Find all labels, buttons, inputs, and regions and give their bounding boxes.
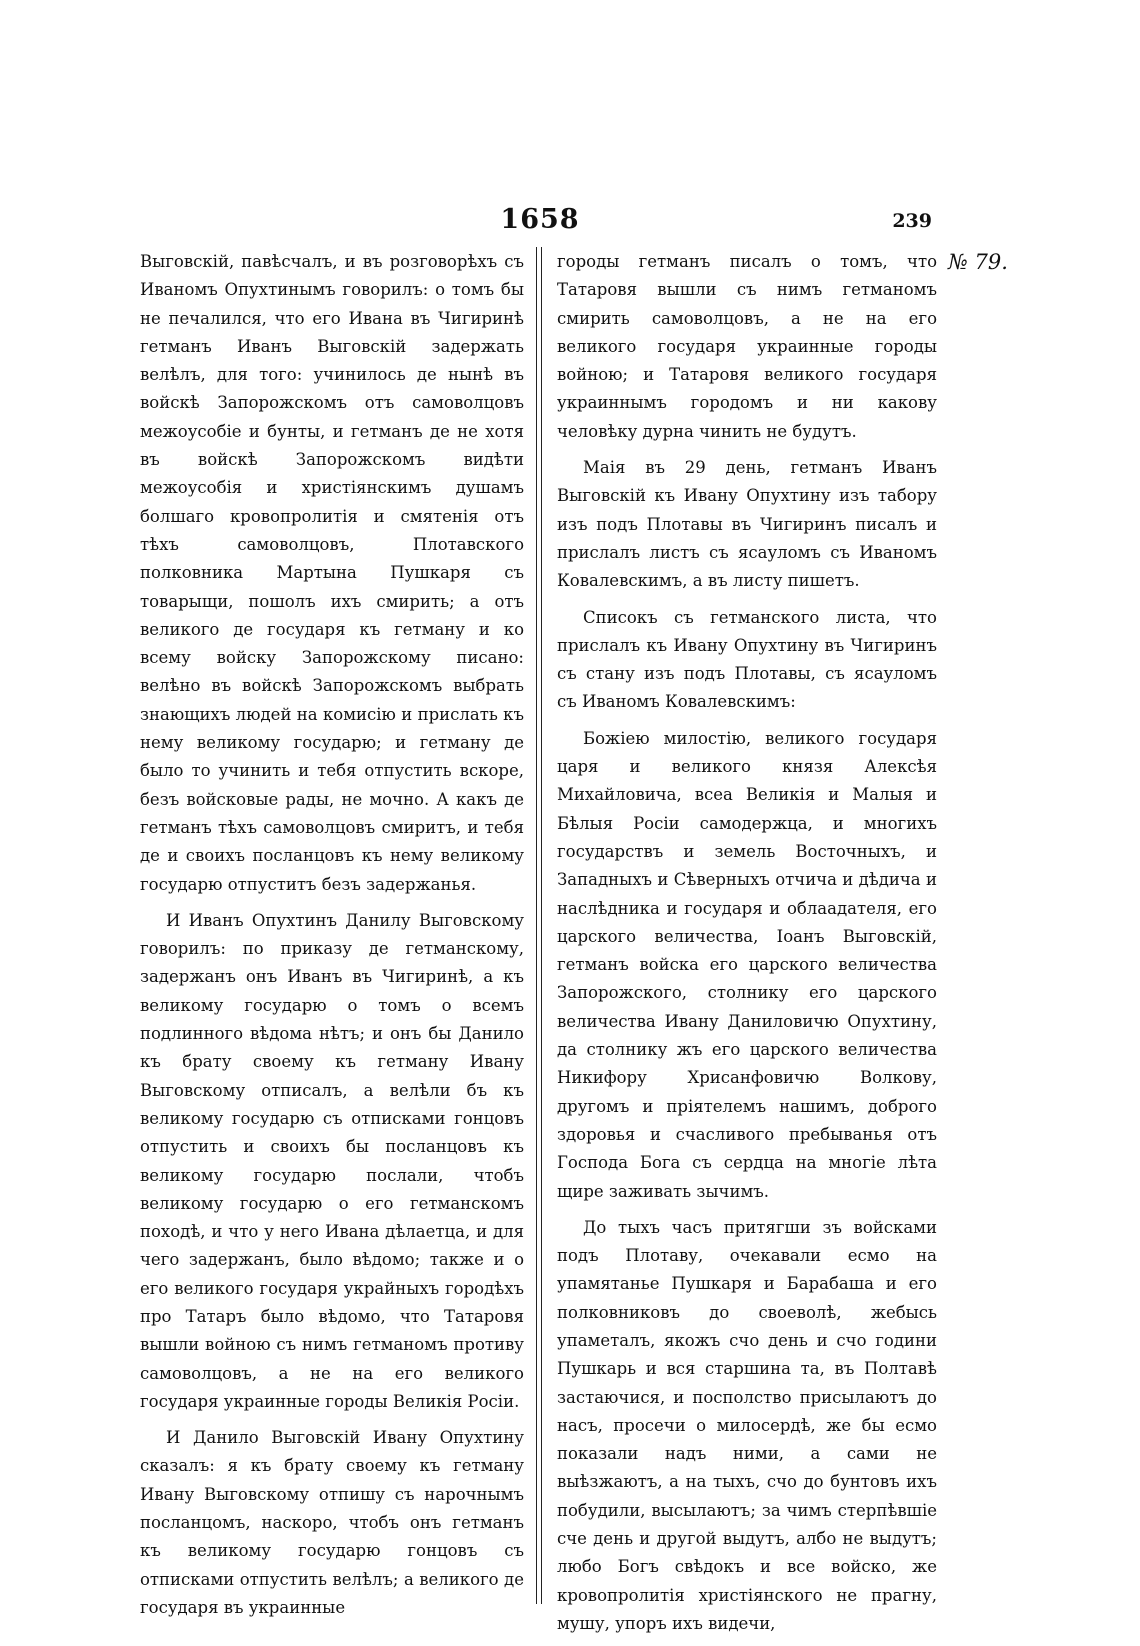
right-text-column (557, 248, 937, 1646)
paragraph: Божіею милостію, великого государя царя и великого князя Алексѣя Михайловича, всеа Великія и Малыя и Бѣлыя Росіи самодержца, и многихъ государствъ и земель Восточныхъ, и Западныхъ и Сѣверныхъ отчича и дѣдича и наслѣдника и государя и облаадателя, его царского величества, Іоанъ Выговскій, гетманъ войска его царского величества Запорожского, столнику его царского величества Ивану Даниловичю Опухтину, да столнику жъ его царского величества Никифору Хрисанфовичю Волкову, другомъ и пріятелемъ нашимъ, доброго здоровья и счасливого пребыванья отъ Господа Бога съ сердца на многіе лѣта щире заживать зычимъ. (557, 728, 937, 1201)
page-number: 239 (892, 210, 932, 232)
paragraph: Выговскій, павѣсчалъ, и въ розговорѣхъ съ Иваномъ Опухтинымъ говорилъ: о томъ бы не печалился, что его Ивана въ Чигиринѣ гетманъ Иванъ Выговскій задержать велѣлъ, для того: учинилось де нынѣ въ войскѣ Запорожскомъ отъ самоволцовъ межоусобіе и бунты, и гетманъ де не хотя въ войскѣ Запорожскомъ видѣти межоусобія и христіянскимъ душамъ болшаго кровопролитія и смятенія отъ тѣхъ самоволцовъ, Плотавского полковника Мартына Пушкаря съ товарыщи, пошолъ ихъ смирить; а отъ великого де государя къ гетману и ко всему войску Запорожскому писано: велѣно въ войскѣ Запорожскомъ выбрать знающихъ людей на комисію и прислать къ нему великому государю; и гетману де было то учинить и тебя отпустить вскоре, безъ войсковые рады, не мочно. А какъ де гетманъ тѣхъ самоволцовъ смиритъ, и тебя де и своихъ посланцовъ къ нему великому государю отпуститъ безъ задержанья. (140, 252, 524, 894)
paragraph: Маія въ 29 день, гетманъ Иванъ Выговскій къ Ивану Опухтину изъ табору изъ подъ Плотавы въ Чигиринъ писалъ и прислалъ листъ съ ясауломъ съ Иваномъ Ковалевскимъ, а въ листу пишетъ. (557, 458, 937, 591)
paragraph: И Данило Выговскій Ивану Опухтину сказалъ: я къ брату своему къ гетману Ивану Выговскому отпишу съ нарочнымъ посланцомъ, наскоро, чтобъ онъ гетманъ къ великому государю гонцовъ съ отписками отпустить велѣлъ; а великого де государя въ украинные (140, 1428, 524, 1617)
column-divider (536, 247, 537, 1604)
page-year-header: 1658 (500, 204, 580, 235)
left-text-column (140, 248, 524, 1630)
paragraph: Списокъ съ гетманского листа, что прислалъ къ Ивану Опухтину въ Чигиринъ съ стану изъ подъ Плотавы, съ ясауломъ съ Иваномъ Ковалевскимъ: (557, 607, 937, 712)
document-number: № 79. (948, 250, 1008, 274)
paragraph: До тыхъ часъ притягши зъ войсками подъ Плотаву, очекавали есмо на упамятанье Пушкаря и Барабаша и его полковниковъ до своеволѣ, жебысь упаметалъ, якожъ счо день и счо години Пушкарь и вся старшина та, въ Полтавѣ застаючися, и посполство присылаютъ до насъ, просечи о милосердѣ, же бы есмо показали надъ ними, а сами не выѣзжаютъ, а на тыхъ, счо до бунтовъ ихъ побудили, высылаютъ; за чимъ стерпѣвшіе сче день и другой выдутъ, албо не выдутъ; любо Богъ свѣдокъ и все войско, же кровопролитія христіянского не прагну, мушу, упоръ ихъ видечи, (557, 1217, 937, 1633)
column-divider (541, 247, 542, 1604)
paragraph: городы гетманъ писалъ о томъ, что Татаровя вышли съ нимъ гетманомъ смирить самоволцовъ, а не на его великого государя украинные городы войною; и Татаровя великого государя украиннымъ городомъ и ни какову человѣку дурна чинить не будутъ. (557, 252, 937, 441)
paragraph: И Иванъ Опухтинъ Данилу Выговскому говорилъ: по приказу де гетманскому, задержанъ онъ Иванъ въ Чигиринѣ, а къ великому государю о томъ о всемъ подлинного вѣдома нѣтъ; и онъ бы Данило къ брату своему къ гетману Ивану Выговскому отписалъ, а велѣли бъ къ великому государю съ отписками гонцовъ отпустить и своихъ бы посланцовъ къ великому государю послали, чтобъ великому государю о его гетманскомъ походѣ, и что у него Ивана дѣлаетца, и для чего задержанъ, было вѣдомо; также и о его великого государя украйныхъ городѣхъ про Татаръ было вѣдомо, что Татаровя вышли войною съ нимъ гетманомъ противу самоволцовъ, а не на его великого государя украинные городы Великія Росіи. (140, 910, 524, 1411)
